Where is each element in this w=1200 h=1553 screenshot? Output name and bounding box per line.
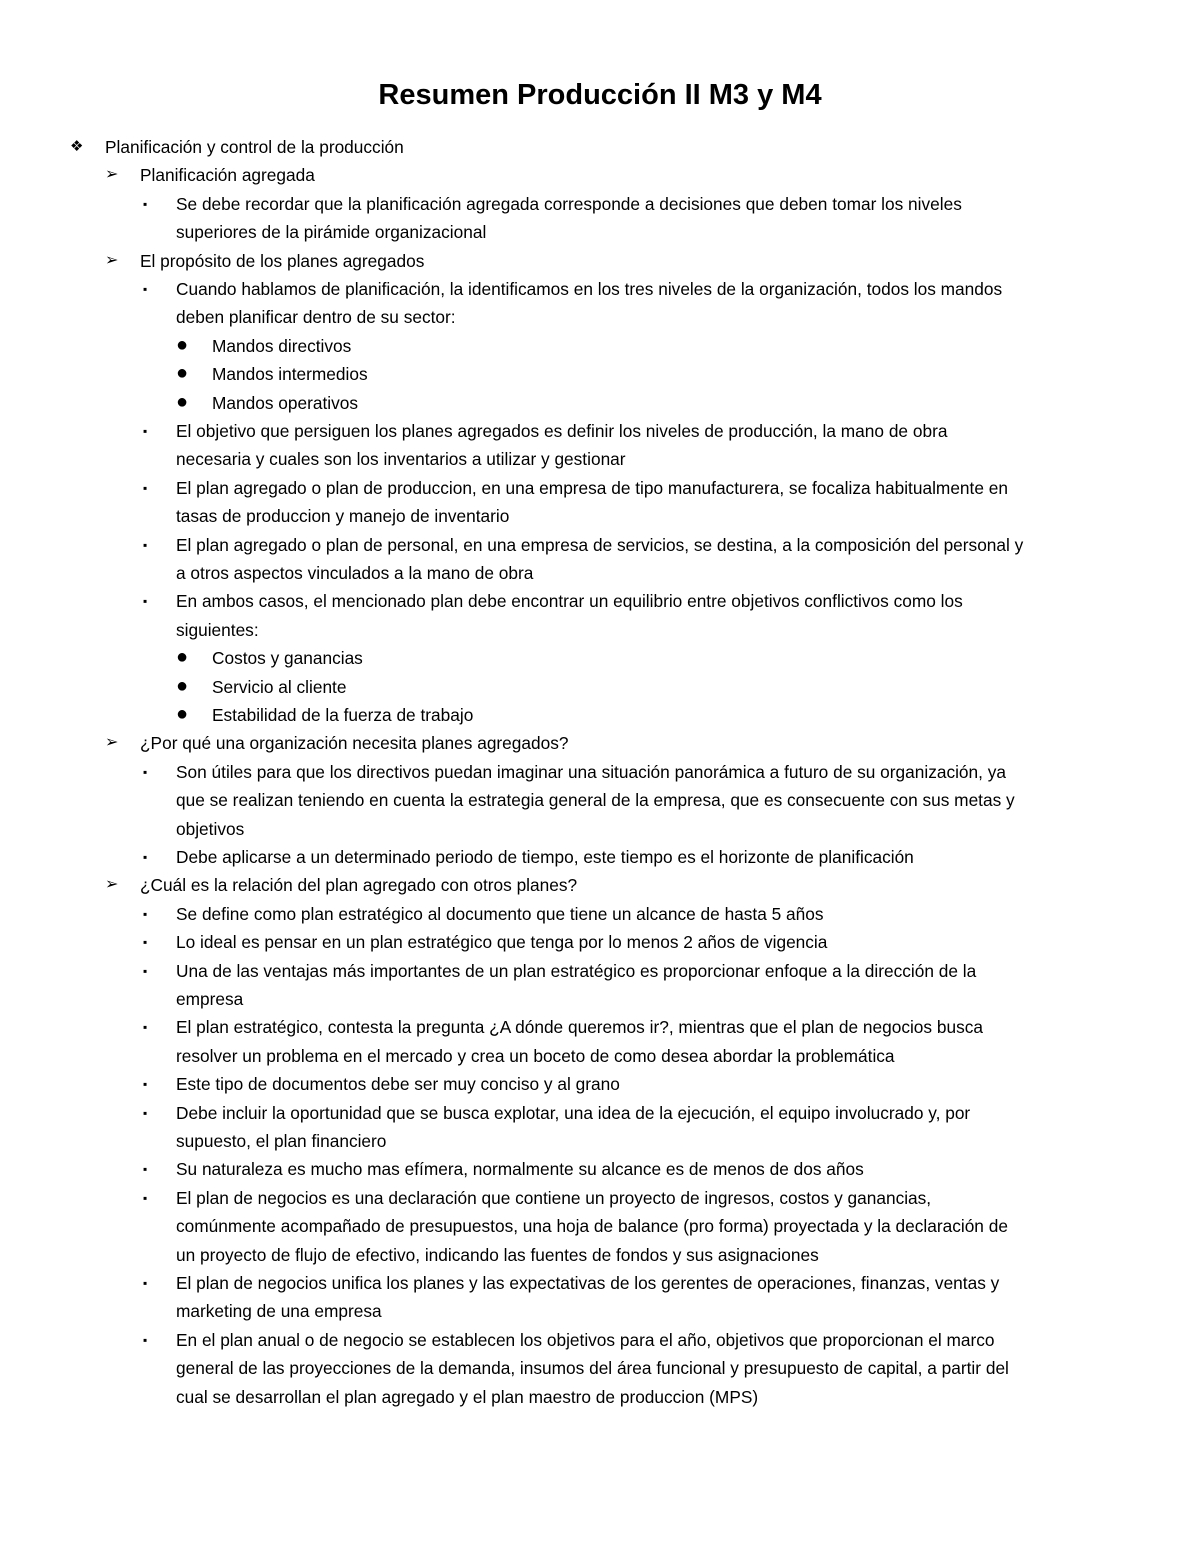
- text-line: tasas de produccion y manejo de inventario: [176, 506, 510, 527]
- arrow-bullet-icon: ➢: [105, 734, 119, 752]
- list-item-text: [176, 1269, 1134, 1326]
- square-bullet-icon: ▪: [143, 1190, 148, 1205]
- text-line: Cuando hablamos de planificación, la identificamos en los tres niveles de la organización, todos los mandos: [176, 279, 1003, 299]
- text-line: Mandos operativos: [212, 392, 359, 413]
- text-line: Este tipo de documentos debe ser muy conciso y al grano: [176, 1074, 620, 1095]
- list-item-text: [176, 1155, 1134, 1183]
- arrow-bullet-icon: ➢: [105, 166, 119, 184]
- list-item-text: [140, 247, 1140, 275]
- square-bullet-icon: ▪: [143, 963, 148, 978]
- text-line: un proyecto de flujo de efectivo, indicando las fuentes de fondos y sus asignaciones: [176, 1244, 819, 1265]
- text-line: Debe incluir la oportunidad que se busca explotar, una idea de la ejecución, el equipo involucrado y, por: [176, 1102, 971, 1123]
- square-bullet-icon: ▪: [143, 764, 148, 779]
- text-line: ¿Por qué una organización necesita planes agregados?: [140, 733, 569, 754]
- text-line: El plan agregado o plan de personal, en una empresa de servicios, se destina, a la composición del personal y: [176, 534, 1024, 555]
- square-bullet-icon: ▪: [143, 1276, 148, 1290]
- text-line: marketing de una empresa: [176, 1301, 382, 1322]
- square-bullet-icon: ▪: [143, 480, 148, 495]
- square-bullet-icon: ▪: [143, 1020, 148, 1035]
- text-line: Debe aplicarse a un determinado periodo de tiempo, este tiempo es el horizonte de planificación: [176, 847, 914, 867]
- square-bullet-icon: ▪: [143, 906, 148, 921]
- dot-bullet-icon: ●: [176, 362, 189, 385]
- text-line: deben planificar dentro de su sector:: [176, 307, 456, 328]
- arrow-bullet-icon: ➢: [105, 876, 119, 894]
- text-line: ¿Cuál es la relación del plan agregado con otros planes?: [140, 875, 578, 896]
- text-line: Mandos directivos: [212, 335, 352, 356]
- text-line: cual se desarrollan el plan agregado y el plan maestro de produccion (MPS): [176, 1386, 759, 1407]
- list-item-text: [212, 360, 1132, 388]
- text-line: Lo ideal es pensar en un plan estratégico que tenga por lo menos 2 años de vigencia: [176, 932, 828, 953]
- text-line: El propósito de los planes agregados: [140, 250, 425, 271]
- text-line: El plan agregado o plan de produccion, en una empresa de tipo manufacturera, se focaliza habitualmente en: [176, 477, 1008, 498]
- list-item-text: [140, 729, 1140, 757]
- text-line: supuesto, el plan financiero: [176, 1131, 387, 1151]
- list-item-text: [176, 417, 1134, 474]
- arrow-bullet-icon: ➢: [105, 251, 119, 269]
- text-line: objetivos: [176, 818, 245, 839]
- text-line: El objetivo que persiguen los planes agregados es definir los niveles de producción, la mano de obra: [176, 421, 948, 441]
- list-item-text: [212, 389, 1132, 417]
- list-item-text: [212, 701, 1132, 729]
- list-item-text: [105, 133, 1145, 161]
- text-line: Son útiles para que los directivos puedan imaginar una situación panorámica a futuro de su organización, ya: [176, 761, 1007, 782]
- text-line: Servicio al cliente: [212, 676, 347, 697]
- list-item-text: [176, 1184, 1134, 1269]
- square-bullet-icon: ▪: [143, 850, 148, 864]
- text-line: superiores de la pirámide organizacional: [176, 222, 487, 243]
- text-line: Se define como plan estratégico al documento que tiene un alcance de hasta 5 años: [176, 903, 824, 924]
- square-bullet-icon: ▪: [143, 424, 148, 438]
- list-item-text: [176, 587, 1134, 644]
- list-item-text: [176, 1099, 1134, 1156]
- list-item-text: [176, 1326, 1134, 1411]
- square-bullet-icon: ▪: [143, 1105, 148, 1120]
- text-line: El plan estratégico, contesta la pregunta ¿A dónde queremos ir?, mientras que el plan de negocios busca: [176, 1017, 983, 1038]
- text-line: empresa: [176, 989, 244, 1009]
- text-line: Planificación agregada: [140, 165, 315, 186]
- list-item-text: [176, 843, 1134, 871]
- list-item-text: [212, 673, 1132, 701]
- text-line: resolver un problema en el mercado y crea un boceto de como desea abordar la problemática: [176, 1045, 895, 1066]
- text-line: Se debe recordar que la planificación agregada corresponde a decisiones que deben tomar los niveles: [176, 193, 962, 214]
- dot-bullet-icon: ●: [176, 703, 189, 725]
- text-line: El plan de negocios es una declaración que contiene un proyecto de ingresos, costos y ganancias,: [176, 1187, 932, 1208]
- list-item-text: [176, 1013, 1134, 1070]
- text-line: Su naturaleza es mucho mas efímera, normalmente su alcance es de menos de dos años: [176, 1159, 864, 1180]
- text-line: Planificación y control de la producción: [105, 137, 404, 157]
- text-line: comúnmente acompañado de presupuestos, una hoja de balance (pro forma) proyectada y la declaración de: [176, 1216, 1008, 1237]
- text-line: general de las proyecciones de la demanda, insumos del área funcional y presupuesto de capital, a partir del: [176, 1358, 1009, 1379]
- square-bullet-icon: ▪: [143, 282, 148, 296]
- dot-bullet-icon: ●: [176, 646, 189, 669]
- text-line: El plan de negocios unifica los planes y las expectativas de los gerentes de operaciones, finanzas, ventas y: [176, 1273, 1000, 1293]
- diamond-bullet-icon: ❖: [70, 138, 84, 155]
- text-line: En ambos casos, el mencionado plan debe encontrar un equilibrio entre objetivos conflictivos como los: [176, 591, 963, 612]
- document-title: Resumen Producción II M3 y M4: [378, 79, 822, 111]
- list-item-text: [176, 758, 1134, 843]
- square-bullet-icon: ▪: [143, 1162, 148, 1177]
- text-line: Estabilidad de la fuerza de trabajo: [212, 705, 474, 725]
- square-bullet-icon: ▪: [143, 935, 148, 950]
- text-line: En el plan anual o de negocio se establecen los objetivos para el año, objetivos que proporcionan el marco: [176, 1329, 995, 1350]
- list-item-text: [176, 190, 1134, 247]
- square-bullet-icon: ▪: [143, 1332, 148, 1347]
- list-item-text: [176, 957, 1134, 1014]
- text-line: siguientes:: [176, 619, 259, 640]
- dot-bullet-icon: ●: [176, 390, 189, 413]
- list-item-text: [212, 332, 1132, 360]
- list-item-text: [212, 644, 1132, 672]
- list-item-text: [176, 531, 1134, 588]
- list-item-text: [176, 928, 1134, 956]
- list-item-text: [140, 871, 1140, 899]
- dot-bullet-icon: ●: [176, 333, 189, 356]
- text-line: Mandos intermedios: [212, 364, 368, 385]
- text-line: necesaria y cuales son los inventarios a utilizar y gestionar: [176, 449, 626, 470]
- square-bullet-icon: ▪: [143, 1077, 148, 1092]
- list-item-text: [176, 474, 1134, 531]
- text-line: Costos y ganancias: [212, 648, 363, 669]
- list-item-text: [176, 900, 1134, 928]
- square-bullet-icon: ▪: [143, 196, 148, 211]
- text-line: Una de las ventajas más importantes de un plan estratégico es proporcionar enfoque a la dirección de la: [176, 960, 977, 981]
- list-item-text: [176, 275, 1134, 332]
- text-line: a otros aspectos vinculados a la mano de obra: [176, 563, 534, 583]
- square-bullet-icon: ▪: [143, 537, 148, 552]
- text-line: que se realizan teniendo en cuenta la estrategia general de la empresa, que es consecuente con sus metas y: [176, 790, 1015, 811]
- list-item-text: [176, 1070, 1134, 1098]
- square-bullet-icon: ▪: [143, 594, 148, 609]
- list-item-text: [140, 161, 1140, 189]
- dot-bullet-icon: ●: [176, 674, 189, 697]
